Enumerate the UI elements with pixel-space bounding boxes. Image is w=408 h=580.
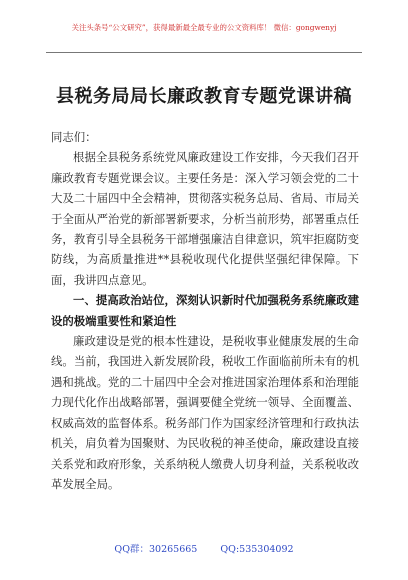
qq-label: QQ:535304092 <box>220 544 294 555</box>
contact-footer <box>0 541 408 555</box>
section-heading-1: 一、提高政治站位，深刻认识新时代加强税务系统廉政建设的极端重要性和紧迫性 <box>51 293 359 328</box>
salutation: 同志们： <box>51 130 97 144</box>
qq-group-label: QQ群：30265665 <box>114 544 198 555</box>
paragraph-section-1: 廉政建设是党的根本性建设，是税收事业健康发展的生命线。当前，我国进入新发展阶段，税收工作面临前所未有的机遇和挑战。党的二十届四中全会对推进国家治理体系和治理能力现代化作出战略部署，强调要健全党统一领导、全面覆盖、权威高效的监督体系。税务部门作为国家经济管理和行政执法机关，肩负着为国聚财、为民收税的神圣使命，廉政建设直接关系党和政府形象，关系纳税人缴费人切身利益，关系税收改革发展全局。 <box>51 334 359 491</box>
document-body <box>51 127 359 494</box>
promo-banner-text: 关注头条号“公文研究”，获得最新最全最专业的公文资料库！ 微信：gongwenyj <box>71 23 337 32</box>
promo-banner <box>0 0 408 58</box>
document-title: 县税务局局长廉政教育专题党课讲稿 <box>56 86 352 107</box>
header-divider <box>46 52 362 53</box>
paragraph-intro: 根据全县税务系统党风廉政建设工作安排，今天我们召开廉政教育专题党课会议。主要任务是：深入学习领会党的二十大及二十届四中全会精神，贯彻落实税务总局、省局、市局关于全面从严治党的新部署新要求，分析当前形势，部署重点任务，教育引导全县税务干部增强廉洁自律意识，筑牢拒腐防变防线，为高质量推进**县税收现代化提供坚强纪律保障。下面，我讲四点意见。 <box>51 150 359 287</box>
